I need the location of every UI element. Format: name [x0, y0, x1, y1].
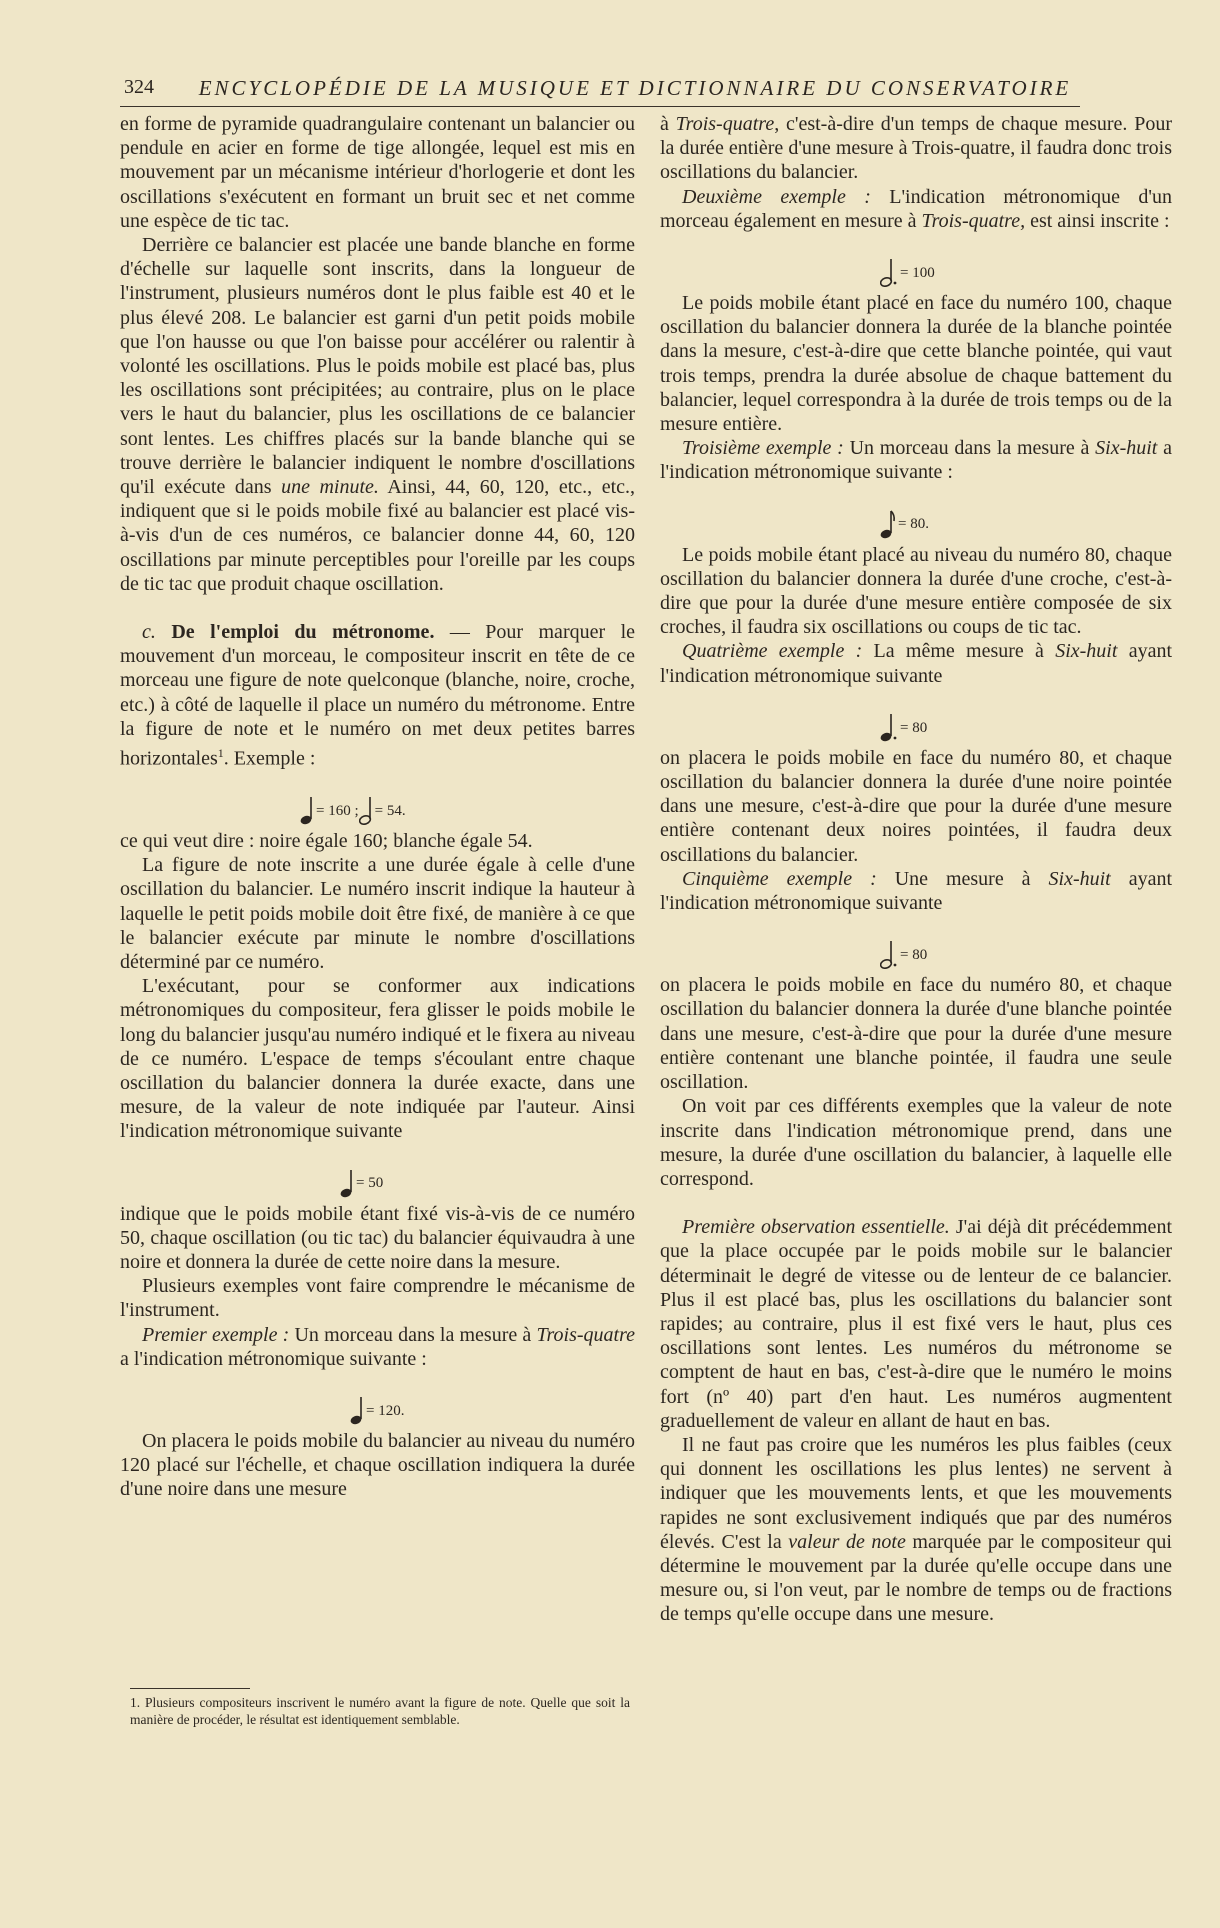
- page-number: 324: [124, 76, 154, 98]
- paragraph: On voit par ces différents exemples que la valeur de note inscrite dans l'indication métronomique prend, dans une mesure, la durée d'une oscillation du balancier, à laquelle elle correspond.: [660, 1095, 1172, 1190]
- paragraph: Quatrième exemple : La même mesure à Six-huit ayant l'indication métronomique suivante: [660, 640, 1173, 687]
- paragraph: Cinquième exemple : Une mesure à Six-huit ayant l'indication métronomique suivante: [660, 867, 1173, 915]
- paragraph: Derrière ce balancier est placée une bande blanche en forme d'échelle sur laquelle sont inscrits, dans la longueur de l'instrument, plusieurs numéros dont le plus faible est 40 et le plus élevé 208. Le balancier est garni d'un petit poids mobile que l'on hausse ou que l'on baisse pour accélérer ou ralentir à volonté les oscillations. Plus le poids mobile est placé bas, plus les oscillations sont précipitées; au contraire, plus on le place vers le haut du balancier, plus les oscillations de ce balancier sont lentes. Les chiffres placés sur la bande blanche qui se trouve derrière le balancier indiquent le nombre d'oscillations qu'il exécute dans une minute. Ainsi, 44, 60, 120, etc., etc., indiquent que si le poids mobile fixé au balancier est placé vis-à-vis d'un de ces numéros, ce balancier donne 44, 60, 120 oscillations par minute perceptibles pour l'oreille par les coups de tic tac que produit chaque oscillation.: [120, 234, 636, 595]
- section-c: c. De l'emploi du métronome. — Pour marquer le mouvement d'un morceau, le compositeur inscrit en tête de ce morceau une figure de note quelconque (blanche, noire, croche, etc.) à côté de laquelle il place un numéro du métronome. Entre la figure de note et le numéro on met deux petites barres horizontales$^1$. Exemple :: [120, 621, 635, 770]
- section-heading: De l'emploi du métronome.: [171, 621, 435, 644]
- left-column: [120, 112, 635, 1502]
- quarter-note-icon: [340, 1168, 354, 1198]
- page-header: [120, 74, 1080, 107]
- section-letter: c.: [142, 621, 156, 644]
- metronome-example: = 100: [660, 237, 1172, 287]
- paragraph: en forme de pyramide quadrangulaire contenant un balancier ou pendule en acier en forme de tige allongée, lequel est mis en mouvement par un mécanisme intérieur d'horlogerie et dont les oscillations s'exécutent en formant un bruit sec et net comme une espèce de tic tac.: [120, 113, 635, 232]
- paragraph: Premier exemple : Un morceau dans la mesure à Trois-quatre a l'indication métronomique suivante :: [120, 1323, 636, 1370]
- quarter-note-icon: [350, 1395, 364, 1425]
- dotted-quarter-note-icon: [880, 712, 898, 742]
- paragraph: La figure de note inscrite a une durée égale à celle d'une oscillation du balancier. Le numéro inscrit indique la hauteur à laquelle le petit poids mobile doit être fixé, de manière à ce que le balancier exécute par minute le nombre d'oscillations déterminé par ce numéro.: [120, 854, 635, 973]
- paragraph: ce qui veut dire : noire égale 160; blanche égale 54.: [120, 829, 533, 852]
- paragraph: Plusieurs exemples vont faire comprendre le mécanisme de l'instrument.: [120, 1275, 635, 1322]
- eighth-note-icon: [880, 509, 896, 539]
- metronome-example: = 80.: [660, 489, 1172, 539]
- paragraph: à Trois-quatre, c'est-à-dire d'un temps de chaque mesure. Pour la durée entière d'une mesure à Trois-quatre, il faudra donc trois oscillations du balancier.: [660, 113, 1172, 184]
- footnote: 1. Plusieurs compositeurs inscrivent le numéro avant la figure de note. Quelle que soit la manière de procéder, le résultat est identiquement semblable.: [130, 1695, 630, 1727]
- running-title: ENCYCLOPÉDIE DE LA MUSIQUE ET DICTIONNAIRE DU CONSERVATOIRE: [198, 76, 1072, 100]
- paragraph: on placera le poids mobile en face du numéro 80, et chaque oscillation du balancier donnera la durée d'une blanche pointée dans une mesure, c'est-à-dire que pour la durée d'une mesure entière contenant une blanche pointée, il faudra une seule oscillation.: [660, 974, 1172, 1094]
- dotted-half-note-icon: [880, 257, 898, 287]
- dotted-half-note-icon: [880, 939, 898, 969]
- footnote-marker: 1: [217, 746, 224, 761]
- paragraph: indique que le poids mobile étant fixé vis-à-vis de ce numéro 50, chaque oscillation (ou tic tac) du balancier équivaudra à une noire et donnera la durée de cette noire dans la mesure.: [120, 1202, 635, 1273]
- paragraph: Le poids mobile étant placé au niveau du numéro 80, chaque oscillation du balancier donnera la durée d'une croche, c'est-à-dire que pour la durée d'une mesure entière composée de six croches, il faudra six oscillations ou coups de tic tac.: [660, 543, 1172, 639]
- paragraph: On placera le poids mobile du balancier au niveau du numéro 120 placé sur l'échelle, et chaque oscillation indiquera la durée d'une noire dans une mesure: [120, 1430, 635, 1501]
- right-column: [660, 112, 1172, 1627]
- paragraph: Le poids mobile étant placé en face du numéro 100, chaque oscillation du balancier donnera la durée de la blanche pointée dans la mesure, c'est-à-dire que cette blanche pointée, qui vaut trois temps, prendra la durée absolue de chaque battement du balancier, lequel correspondra à la durée de trois temps ou de la mesure entière.: [660, 292, 1172, 436]
- half-note-icon: [359, 795, 373, 825]
- paragraph: on placera le poids mobile en face du numéro 80, et chaque oscillation du balancier donnera la durée d'une noire pointée dans une mesure, c'est-à-dire que pour la durée d'une mesure entière contenant deux noires pointées, il faudra deux oscillations du balancier.: [660, 746, 1172, 866]
- metronome-example: = 50: [120, 1148, 635, 1198]
- paragraph: Troisième exemple : Un morceau dans la mesure à Six-huit a l'indication métronomique suivante :: [660, 437, 1173, 484]
- metronome-example: = 80: [660, 919, 1172, 969]
- paragraph: Il ne faut pas croire que les numéros les plus faibles (ceux qui donnent les oscillations les plus lentes) ne servent à indiquer que les mouvements lents, et que les mouvements rapides ne sont exclusivement indiqués que par des numéros élevés. C'est la valeur de note marquée par le compositeur qui détermine le mouvement par la durée qu'elle occupe dans une mesure ou, si l'on veut, par le nombre de temps ou de fractions de temps qu'elle occupe dans une mesure.: [660, 1433, 1172, 1626]
- footnote-divider: [130, 1688, 250, 1689]
- metronome-example: = 80: [660, 692, 1172, 742]
- quarter-note-icon: [300, 795, 314, 825]
- paragraph: Deuxième exemple : L'indication métronomique d'un morceau également en mesure à Trois-quatre, est ainsi inscrite :: [660, 185, 1173, 232]
- metronome-example: = 120.: [120, 1375, 635, 1425]
- metronome-example: = 160 ; = 54.: [120, 775, 635, 825]
- paragraph: Première observation essentielle. J'ai déjà dit précédemment que la place occupée par le poids mobile sur le balancier déterminait le degré de vitesse ou de lenteur de ce balancier. Plus il est placé bas, plus les oscillations du balancier sont rapides; au contraire, plus il est fixé vers le haut, plus ces oscillations sont lentes. Les numéros du métronome se comptent de haut en bas, c'est-à-dire que le numéro le moins fort (nº 40) part d'en haut. Les numéros augmentent graduellement de valeur en allant de haut en bas.: [660, 1216, 1172, 1432]
- paragraph: L'exécutant, pour se conformer aux indications métronomiques du compositeur, fera glisser le poids mobile le long du balancier jusqu'au numéro indiqué et le fixera au niveau de ce numéro. L'espace de temps s'écoulant entre chaque oscillation du balancier donnera la durée exacte, dans une mesure, de la valeur de note indiquée par l'auteur. Ainsi l'indication métronomique suivante: [120, 975, 635, 1143]
